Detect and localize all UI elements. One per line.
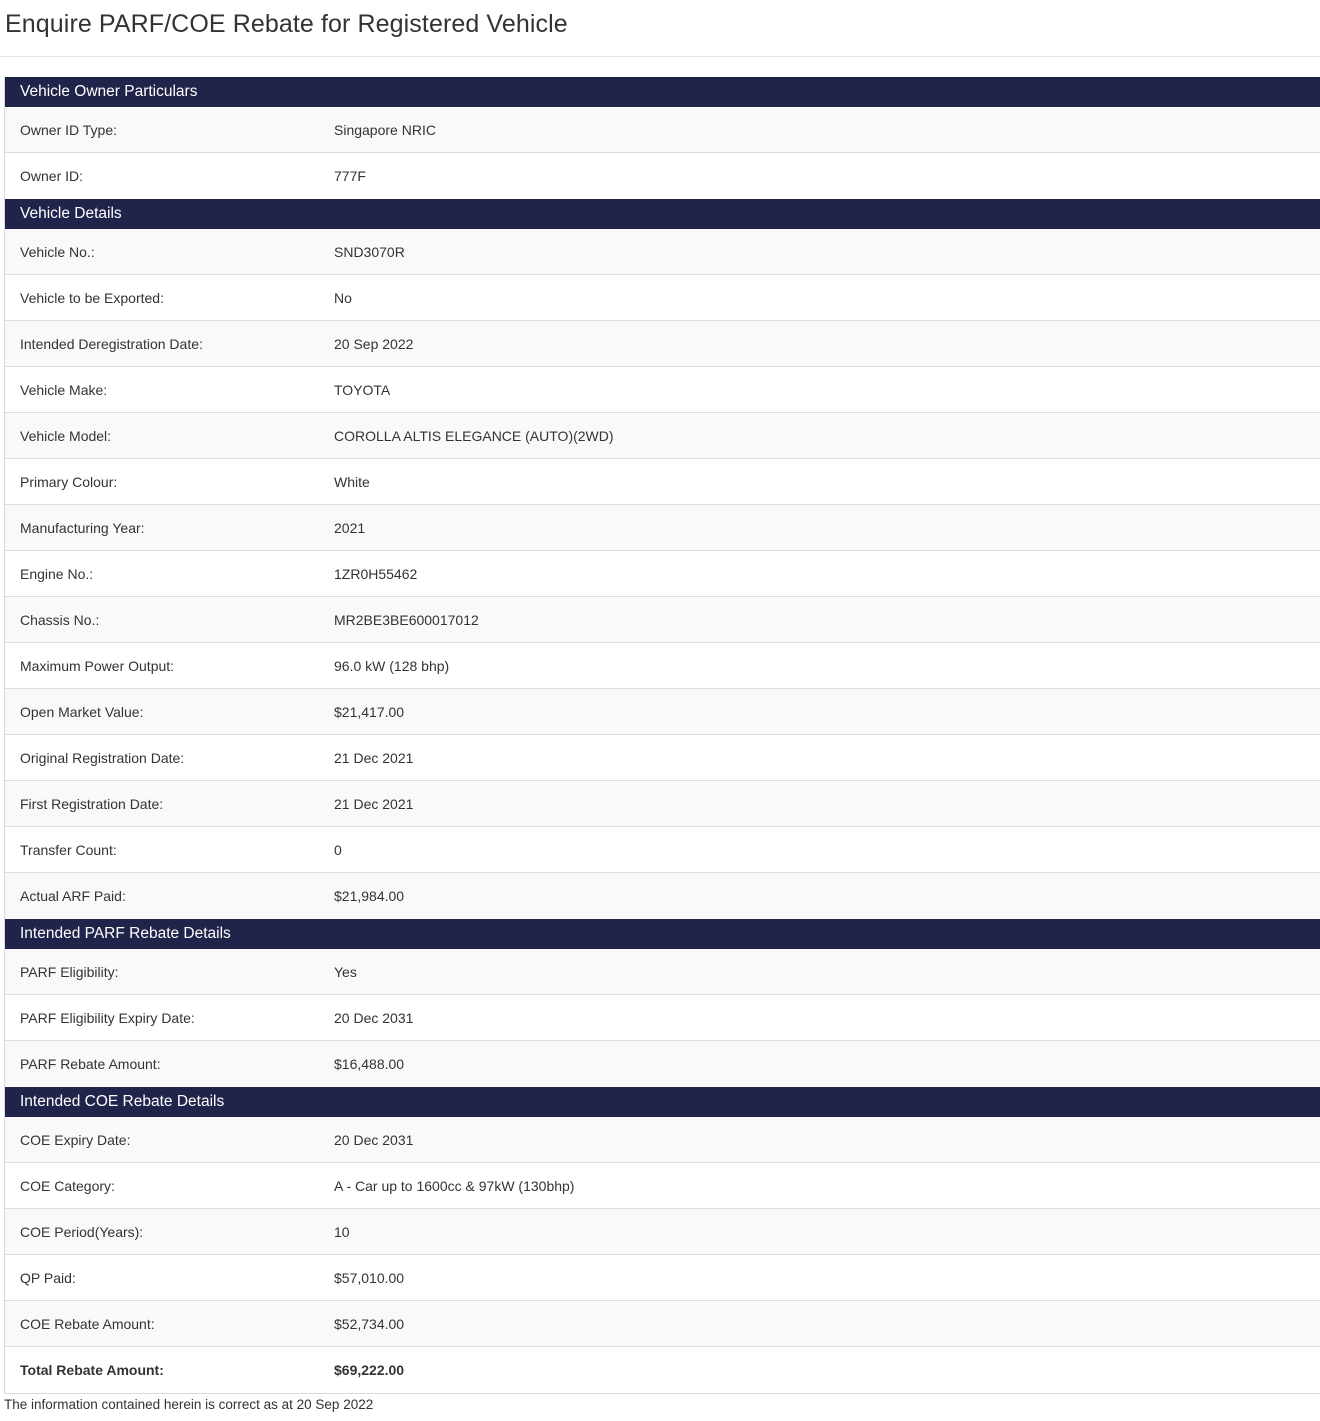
row-label: COE Rebate Amount: (20, 1315, 155, 1332)
detail-row-qp-paid (5, 1255, 1320, 1301)
row-label: Manufacturing Year: (20, 519, 145, 536)
row-label: First Registration Date: (20, 795, 164, 812)
row-label: PARF Eligibility Expiry Date: (20, 1009, 195, 1026)
row-value: $16,488.00 (334, 1056, 405, 1072)
rebate-details-panel (4, 77, 1320, 1394)
row-label: PARF Rebate Amount: (20, 1056, 161, 1072)
detail-row-engine-no (5, 551, 1320, 597)
detail-row-maximum-power-output (5, 643, 1320, 689)
row-value: 20 Sep 2022 (334, 335, 414, 352)
row-value: 0 (334, 841, 342, 858)
row-label: Primary Colour: (20, 473, 118, 490)
section-intended-parf-rebate-details (5, 919, 1320, 1087)
row-label: COE Category: (20, 1177, 115, 1194)
detail-row-parf-eligibility-expiry-date (5, 995, 1320, 1041)
row-label: Vehicle Model: (20, 427, 112, 444)
row-value: 21 Dec 2021 (334, 749, 414, 766)
page-title: Enquire PARF/COE Rebate for Registered Vehicle (5, 10, 568, 38)
row-label: Owner ID: (20, 168, 84, 184)
row-value: Singapore NRIC (334, 121, 436, 138)
row-value: No (334, 289, 352, 306)
detail-row-actual-arf-paid (5, 873, 1320, 919)
detail-row-intended-deregistration-date (5, 321, 1320, 367)
row-value: 96.0 kW (128 bhp) (334, 657, 450, 674)
row-label: Open Market Value: (20, 703, 144, 720)
row-label: Transfer Count: (20, 841, 117, 858)
detail-row-transfer-count (5, 827, 1320, 873)
detail-row-parf-eligibility (5, 949, 1320, 995)
row-label: QP Paid: (20, 1269, 76, 1286)
detail-row-open-market-value (5, 689, 1320, 735)
section-intended-coe-rebate-details (5, 1087, 1320, 1393)
detail-row-vehicle-no (5, 229, 1320, 275)
row-label: Total Rebate Amount: (20, 1362, 164, 1378)
row-label: Vehicle No.: (20, 243, 95, 260)
row-label: PARF Eligibility: (20, 963, 119, 980)
row-value: $21,417.00 (334, 703, 405, 720)
detail-row-manufacturing-year (5, 505, 1320, 551)
row-value: 10 (334, 1223, 350, 1240)
title-divider (0, 56, 1320, 57)
row-label: Owner ID Type: (20, 121, 118, 138)
detail-row-owner-id-type (5, 107, 1320, 153)
detail-row-parf-rebate-amount (5, 1041, 1320, 1087)
row-value: TOYOTA (334, 381, 391, 398)
row-value: White (334, 473, 370, 490)
row-label: Actual ARF Paid: (20, 888, 126, 904)
detail-row-coe-rebate-amount (5, 1301, 1320, 1347)
detail-row-first-registration-date (5, 781, 1320, 827)
detail-row-vehicle-make (5, 367, 1320, 413)
section-header: Vehicle Details (5, 199, 1320, 229)
row-value: 1ZR0H55462 (334, 565, 418, 582)
row-value: MR2BE3BE600017012 (334, 611, 479, 628)
row-value: 21 Dec 2021 (334, 795, 414, 812)
row-value: $52,734.00 (334, 1315, 405, 1332)
section-vehicle-details (5, 199, 1320, 919)
detail-row-coe-period-years (5, 1209, 1320, 1255)
footer-note: The information contained herein is correct as at 20 Sep 2022 (4, 1397, 374, 1412)
detail-row-primary-colour (5, 459, 1320, 505)
section-header: Intended COE Rebate Details (5, 1087, 1320, 1117)
row-value: COROLLA ALTIS ELEGANCE (AUTO)(2WD) (334, 427, 614, 444)
row-value: 777F (334, 168, 366, 184)
row-label: COE Period(Years): (20, 1223, 144, 1240)
row-label: Intended Deregistration Date: (20, 335, 203, 352)
row-label: Vehicle Make: (20, 381, 108, 398)
row-label: COE Expiry Date: (20, 1131, 131, 1148)
section-vehicle-owner-particulars (5, 77, 1320, 199)
row-label: Chassis No.: (20, 611, 100, 628)
row-label: Original Registration Date: (20, 749, 185, 766)
row-value: Yes (334, 963, 357, 980)
row-label: Engine No.: (20, 565, 94, 582)
row-value: 2021 (334, 519, 366, 536)
detail-row-total-rebate-amount (5, 1347, 1320, 1393)
row-value: $69,222.00 (334, 1362, 405, 1378)
detail-row-vehicle-model (5, 413, 1320, 459)
section-header: Intended PARF Rebate Details (5, 919, 1320, 949)
row-label: Vehicle to be Exported: (20, 289, 164, 306)
detail-row-vehicle-to-be-exported (5, 275, 1320, 321)
section-header: Vehicle Owner Particulars (5, 77, 1320, 107)
row-value: 20 Dec 2031 (334, 1131, 414, 1148)
detail-row-owner-id (5, 153, 1320, 199)
row-label: Maximum Power Output: (20, 657, 175, 674)
detail-row-coe-category (5, 1163, 1320, 1209)
row-value: 20 Dec 2031 (334, 1009, 414, 1026)
detail-row-coe-expiry-date (5, 1117, 1320, 1163)
row-value: SND3070R (334, 243, 405, 260)
detail-row-original-registration-date (5, 735, 1320, 781)
detail-row-chassis-no (5, 597, 1320, 643)
row-value: $21,984.00 (334, 888, 405, 904)
row-value: A - Car up to 1600cc & 97kW (130bhp) (334, 1177, 575, 1194)
row-value: $57,010.00 (334, 1269, 405, 1286)
